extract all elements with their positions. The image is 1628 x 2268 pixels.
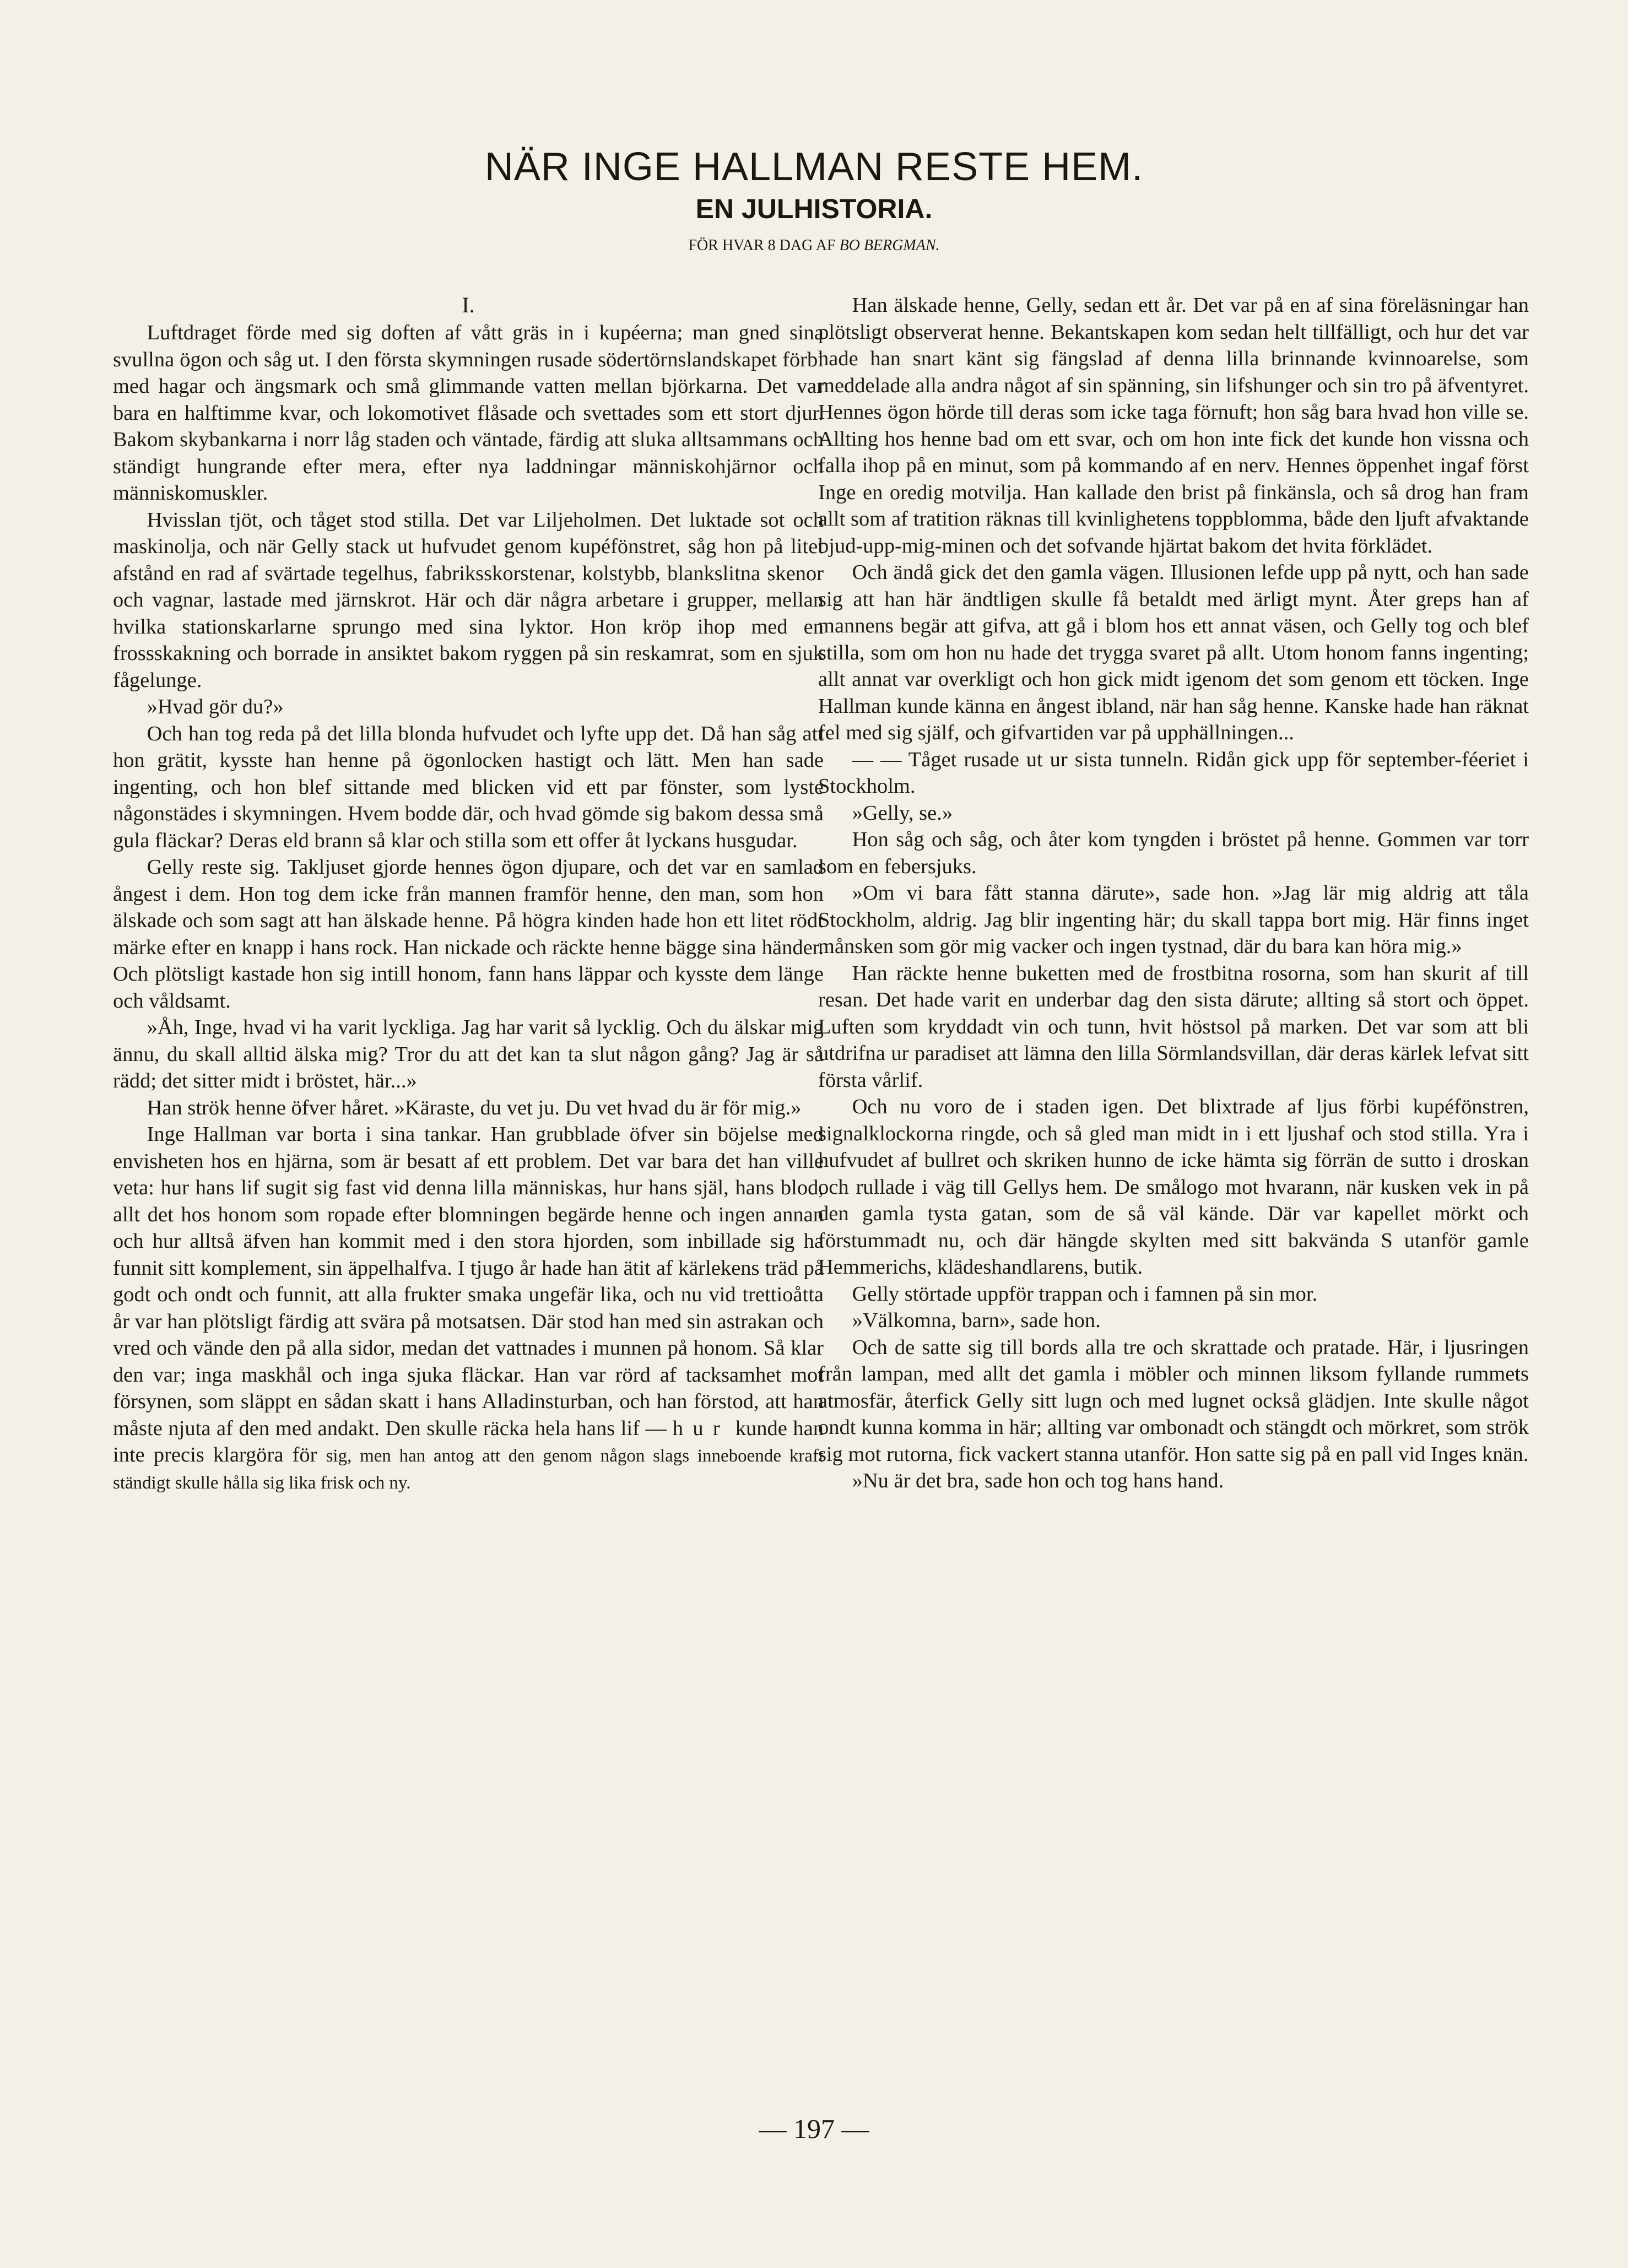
paragraph: »Åh, Inge, hvad vi ha varit lyckliga. Jag har varit så lycklig. Och du älskar mig ännu, du skall alltid älska mig? Tror du att det kan ta slut någon gång? Jag är så rädd; det sitter midt i bröstet, här...» <box>113 1016 824 1092</box>
story-subtitle: EN JULHISTORIA. <box>695 193 933 224</box>
paragraph-text: kunde han inte precis klargöra för <box>113 1416 824 1466</box>
story-title: NÄR INGE HALLMAN RESTE HEM. <box>484 145 1144 189</box>
paragraph-text: Inge Hallman var borta i sina tankar. Han grubblade öfver sin böjelse med envisheten hos en hjärna, som är besatt af ett problem. Det var bara det han ville veta: hur hans lif sugit sig fast vid denna lilla människas, hur hans själ, hans blod, allt det hos honom som ropade efter blomningen begärde henne och ingen annan och hur alltså äfven han kommit med i den stora hjorden, som inbillade sig ha funnit sitt komplement, sin äppelhalfva. I tjugo år hade han ätit af kärlekens träd på godt och ondt och funnit, att alla frukter smaka ungefär lika, och nu vid trettioåtta år var han plötsligt färdig att svära på motsatsen. Där stod han med sin astrakan och vred och vände den på alla sidor, medan det vattnades i munnen på honom. Så klar den var; inga maskhål och inga sjuka fläckar. Han var rörd af tacksamhet mot försynen, som släppt en sådan skatt i hans Alladinsturban, och han förstod, att han måste njuta af den med andakt. Den skulle räcka hela hans lif — <box>113 1123 824 1440</box>
paragraph: Han räckte henne buketten med de frostbitna rosorna, som han skurit af till resan. Det hade varit en underbar dag den sista därute; allting så stort och öppet. Luften som kryddadt vin och tunn, hvit höstsol på marken. Det var som att bli utdrifna ur paradiset att lämna den lilla Sörmlandsvillan, där deras kärlek lefvat sitt första vårlif. <box>818 961 1529 1092</box>
paragraph: Hon såg och såg, och åter kom tyngden i bröstet på henne. Gommen var torr som en febersjuks. <box>818 828 1529 878</box>
paragraph: Och han tog reda på det lilla blonda hufvudet och lyfte upp det. Då han såg att hon grätit, kysste han henne på ögonlocken hastigt och lätt. Men han sade ingenting, och hon blef sittande med blicken vid ett par fönster, som lyste någonstädes i skymningen. Hvem bodde där, och hvad gömde sig bakom dessa små gula fläckar? Deras eld brann så klar och stilla som ett offer åt lyckans husgudar. <box>113 722 824 852</box>
paragraph: Han strök henne öfver håret. »Käraste, du vet ju. Du vet hvad du är för mig.» <box>147 1096 802 1119</box>
paragraph: »Gelly, se.» <box>852 801 953 825</box>
paragraph: »Välkomna, barn», sade hon. <box>852 1309 1101 1332</box>
byline <box>0 237 1628 255</box>
paragraph: Och nu voro de i staden igen. Det blixtrade af ljus förbi kupéfönstren, signalklockorna ringde, och så gled man midt in i ett ljushaf och stod stilla. Yra i hufvudet af bullret och skriken hunno de icke hämta sig förrän de sutto i droskan och rullade i väg till Gellys hem. De smålogo mot hvarann, när kusken vek in på den gamla tysta gatan, som de så väl kände. Där var kapellet mörkt och förstummadt nu, och där hängde skylten med sitt bakvända S utanför gamle Hemmerichs, klädeshandlarens, butik. <box>818 1095 1529 1279</box>
paragraph: — — Tåget rusade ut ur sista tunneln. Ridån gick upp för september-féeriet i Stockholm. <box>818 748 1529 798</box>
paragraph: Och de satte sig till bords alla tre och skrattade och pratade. Här, i ljusringen från lampan, med allt det gamla i möbler och minnen liksom fyllande rummets atmosfär, återfick Gelly sitt lugn och med lugnet också glädjen. Inte skulle något ondt kunna komma in här; allting var ombonadt och stängdt och mörkret, som strök sig mot rutorna, fick vackert stanna utanför. Hon satte sig på en pall vid Inges knän. <box>818 1335 1529 1466</box>
paragraph: Hvisslan tjöt, och tåget stod stilla. Det var Liljeholmen. Det luktade sot och maskinolja, och när Gelly stack ut hufvudet genom kupéfönstret, såg hon på litet afstånd en rad af svärtade tegelhus, fabriksskorstenar, kolstybb, blankslitna skenor och vagnar, lastade med järnskrot. Här och där några arbetare i grupper, mellan hvilka stationskarlarne sprungo med sina lyktor. Hon kröp ihop med en frossskakning och borrade in ansiktet bakom ryggen på sin reskamrat, som en sjuk fågelunge. <box>113 508 824 692</box>
paragraph: Gelly störtade uppför trappan och i famnen på sin mor. <box>852 1282 1318 1306</box>
page-number: — 197 — <box>759 2113 869 2144</box>
paragraph: Gelly reste sig. Takljuset gjorde hennes ögon djupare, och det var en samlad ångest i dem. Hon tog dem icke från mannen framför henne, den man, som hon älskade och som sagt att han älskade henne. På högra kinden hade hon ett litet rödt märke efter en knapp i hans rock. Han nickade och räckte henne bägge sina händer. Och plötsligt kastade hon sig intill honom, fann hans läppar och kysste dem länge och våldsamt. <box>113 856 824 1013</box>
paragraph <box>113 1121 824 1495</box>
paragraph: Och ändå gick det den gamla vägen. Illusionen lefde upp på nytt, och han sade sig att han här ändtligen skulle få betaldt med ärligt mynt. Åter greps han af mannens begär att gifva, att gå i blom hos ett annat väsen, och Gelly tog och blef stilla, som om hon nu hade det trygga svaret på allt. Utom honom fanns ingenting; allt annat var overkligt och hon gick midt igenom det som genom ett töcken. Inge Hallman kunde känna en ångest ibland, när han såg henne. Kanske hade han räknat fel med sig själf, och gifvartiden var på upphällningen... <box>818 561 1529 744</box>
paragraph: Luftdraget förde med sig doften af vått gräs in i kupéerna; man gned sina svullna ögon och såg ut. I den första skymningen rusade södertörnslandskapet förbi med hagar och ängsmark och små glimmande vatten mellan björkarna. Det var bara en halftimme kvar, och lokomotivet flåsade och svettades som ett stort djur. Bakom skybankarna i norr låg staden och väntade, färdig att sluka alltsammans och ständigt hungrande efter mera, efter nya laddningar människohjärnor och människomuskler. <box>113 321 824 505</box>
paragraph: »Nu är det bra, sade hon och tog hans hand. <box>852 1469 1224 1492</box>
right-column <box>818 292 1529 1495</box>
paragraph: »Om vi bara fått stanna därute», sade hon. »Jag lär mig aldrig att tåla Stockholm, aldrig. Jag blir ingenting här; du skall tappa bort mig. Här finns inget månsken som gör mig vacker och ingen tystnad, där du bara kan höra mig.» <box>818 881 1529 958</box>
paragraph: Han älskade henne, Gelly, sedan ett år. Det var på en af sina föreläsningar han plötsligt observerat henne. Bekantskapen kom sedan helt tillfälligt, och hur det var hade han snart känt sig fängslad af denna lilla brinnande kvinnoarelse, som meddelade alla andra något af sin spänning, sin lifshunger och sin tro på äfventyret. Hennes ögon hörde till deras som icke taga förnuft; hon såg bara hvad hon ville se. Allting hos henne bad om ett svar, och om hon inte fick det kunde hon vissna och falla ihop på en minut, som på kommando af en nerv. Hennes öppenhet ingaf först Inge en oredig motvilja. Han kallade den brist på finkänsla, och så drog han fram allt som af tratition räknas till kvinlighetens toppblomma, både den ljuft afvaktande bjud-upp-mig-minen och det sofvande hjärtat bakom det hvita förklädet. <box>818 294 1529 557</box>
small-type-text: sig, men han antog att den genom någon slags innebοende kraft ständigt skulle hålla sig lika frisk och ny. <box>113 1446 824 1493</box>
byline-prefix: FÖR HVAR 8 DAG AF <box>688 237 840 254</box>
spaced-word: hur <box>672 1416 730 1440</box>
paragraph: »Hvad gör du?» <box>147 695 284 718</box>
left-column <box>113 292 824 1495</box>
chapter-heading: I. <box>462 293 475 317</box>
byline-author: BO BERGMAN. <box>839 237 940 254</box>
